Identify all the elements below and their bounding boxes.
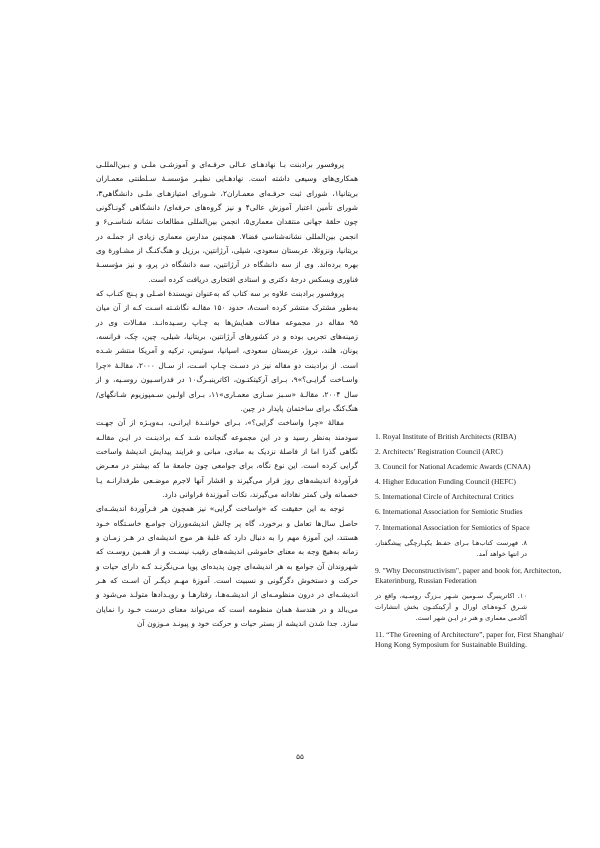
paragraph-1: پروفسور برادبنت بـا نهادهـای عـالی حرفـه‌ای و آموزشـی ملـی و بـین‌المللـی همکاری‌های وسیعی داشته است. نهادهـایی نظیـر مؤسسـهٔ سـلطنتی معمـاران بریتانیا۱، شورای ثبت حرفـه‌ای معمـاران۲، شـورای امتیازهـای ملـی دانشگاهی۳، شورای تأمین اعتبار آموزش عالی۴ و نیز گروه‌های حرفه‌ای/ دانشگاهی گونـاگونی چون حلقهٔ جهانی منتقدان معماری۵، انجمن بین‌المللی مطالعات نشانه شناسـی۶ و انجمن بین‌المللی نشانه‌شناسی فضا۷. همچنین مدارس معماری زیادی از جملـه در بریتانیا، ونزوئلا، عربستان سعودی، شیلی، آرژانتین، برزیل و هنگ‌کنـگ از مشـاورهٔ وی بهره برده‌اند. وی از سه دانشگاه در آرژانتین، سه دانشگاه در پرو، و نیز مؤسسـهٔ فناوری وبسکس درجهٔ دکتری و استادی افتخاری دریافت کرده است. xyxy=(96,160,359,284)
body-text-column xyxy=(96,158,358,631)
footnote-7: 7. International Association for Semiotics of Space xyxy=(375,522,530,532)
paragraph-4: توجه به این حقیقت که «واساخت گرایی» نیز همچون هر فـرآوردهٔ اندیشـه‌ای حاصل سال‌ها تعامل و برخورد، گاه پر چالش اندیشه‌ورزان جوامـع خاسـتگاه خـود هستند، این آموزهٔ مهم را به دنبال دارد که غلبهٔ هر موج اندیشه‌ای در هـر زمـان و زمانه به‌هیچ وجه به معنای خاموشی اندیشه‌های رقیب نیسـت و از همـین روسـت که شهروندان آن جوامع به هر اندیشه‌ای چون پدیده‌ای پویا مـی‌نگرنـد کـه دارای حیات و حرکت و دستخوش دگرگونی و نسبیت است. آموزهٔ مهـم دیگـر آن اسـت که هـر اندیشـه‌ای در درون منظومـه‌ای از اندیشـه‌هـا، رفتارهـا و رویـدادها متولـد می‌شود و می‌بالد و در هندسهٔ همان منظومه است که می‌تواند معنای درست خـود را نمایان سازد. جدا شدن اندیشه از بستر حیات و حرکت خود و پیونـد مـوزون آن xyxy=(96,504,358,628)
footnote-10: ۱۰. اکاترینبرگ سـومین شـهر بـزرگ روسـیه، واقع در شـرق کـوه‌هـای اورال و آرکیتکتـون بخش انتشارات آکادمی معماری و هنر در ایـن شهر است. xyxy=(375,591,527,623)
paragraph-2: پروفسور برادبنت علاوه بر سه کتاب که به‌عنوان نویسندهٔ اصـلی و پـنج کتـاب که به‌طور مشترک منتشر کرده است۸، حدود ۱۵۰ مقالـه نگاشـته اسـت کـه از آن میان ۹۵ مقاله در مجموعه مقالات همایش‌ها به چـاپ رسـیده‌انـد. مقـالات وی در زمینه‌های تجربی بوده و در کشورهای آرژانتین، بریتانیا، شیلی، چین، چک، فرانسه، یونان، هلند، نروژ، عربستان سعودی، اسپانیا، سوئیس، ترکیه و آمریکا منتشر شـده است. از برادبنت دو مقاله نیز در دسـت چـاپ اسـت، از سـال ۲۰۰۰، مقالـهٔ «چرا واسـاخت گرایـی؟»۹، بـرای آرکیتکتـون، اکاترینبـرگ۱۰ در فدراسـیون روسـیه، و از سال ۲۰۰۴، مقالـهٔ «سـبز سـازی معمـاری»۱۱، بـرای اولـین سـمپوزیوم شـانگهای/ هنگ‌کنگ برای ساختمان پایدار در چین. xyxy=(96,289,359,413)
footnote-5: 5. International Circle of Architectural Critics xyxy=(375,492,514,502)
footnotes-column xyxy=(375,432,575,655)
footnote-8: ۸. فهرست کتاب‌هـا بـرای حفـظ یکپـارچگی پیشگفتار، در انتها خواهد آمد. xyxy=(375,538,527,558)
footnote-3: 3. Council for National Academic Awards (CNAA) xyxy=(375,462,531,472)
footnote-2: 2. Architects’ Registration Council (ARC) xyxy=(375,447,503,457)
footnote-6: 6. International Association for Semiotic Studies xyxy=(375,507,523,517)
paragraph-3: مقالهٔ «چرا واساخت گرایی؟»، بـرای خواننـدهٔ ایرانـی، بـه‌ویـژه از آن جهـت سودمند به‌نظر رسید و در این مجموعه گنجانده شـد کـه برادبنـت در ایـن مقالـه نگاهی گذرا اما از فاصلهٔ نزدیک به مبادی، مبانی و فرایند پیدایش اندیشهٔ واساخت گرایی کرده است. این نوع نگاه، برای جوامعی چون جامعهٔ ما که بیشتر در معـرض فرآوردهٔ اندیشه‌های روز قرار می‌گیرند و اقشار آنها لاجرم موضـعی طرفدارانـه یـا خصمانه ولی کمتر نقادانه می‌گیرند، نکات آموزندهٔ فراوانی دارد. xyxy=(96,418,358,499)
page-number: ۵۵ xyxy=(296,752,304,761)
footnote-11: 11. “The Greening of Architecture”, paper for, First Shanghai/ Hong Kong Symposium for Sustainable Building. xyxy=(375,629,564,649)
footnote-4: 4. Higher Education Funding Council (HEFC) xyxy=(375,477,516,487)
footnote-9: 9. "Why Deconstructivism", paper and book for, Architecton, Ekaterinburg, Russian Federation xyxy=(375,565,562,585)
footnote-1: 1. Royal Institute of British Architects (RIBA) xyxy=(375,432,517,441)
